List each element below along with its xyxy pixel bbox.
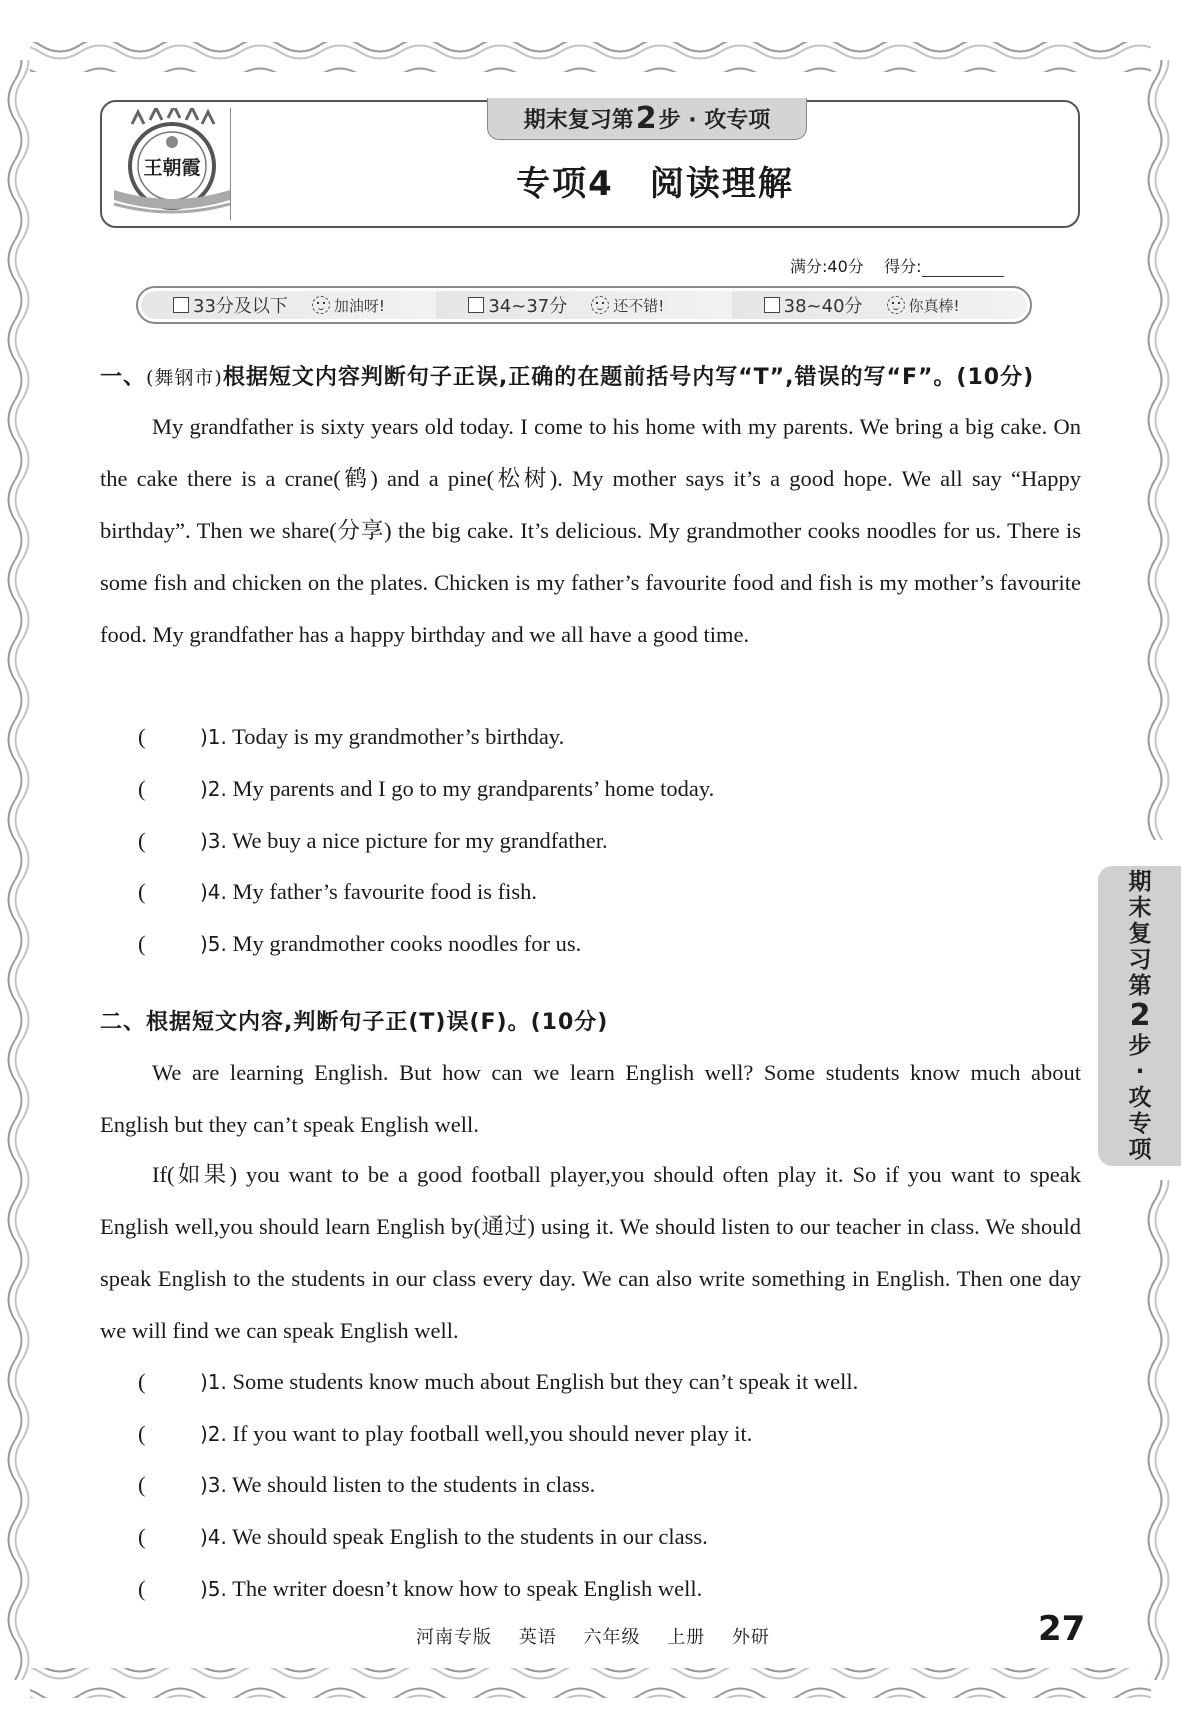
step-prefix: 期末复习第 xyxy=(523,108,634,133)
footer-grade: 六年级 xyxy=(583,1627,641,1648)
smiley-icon xyxy=(312,296,330,314)
question-item xyxy=(138,774,714,804)
question-text: My grandmother cooks noodles for us. xyxy=(232,931,582,956)
question-text: My parents and I go to my grandparents’ home today. xyxy=(232,776,715,801)
question-number: )5. xyxy=(200,932,227,956)
rating-bar xyxy=(136,286,1032,324)
step-suffix: 步 · 攻专项 xyxy=(658,108,771,133)
footer-subject: 英语 xyxy=(518,1627,557,1648)
question-number: )1. xyxy=(200,1370,227,1394)
question-text: Some students know much about English but they can’t speak it well. xyxy=(232,1369,859,1394)
question-text: My father’s favourite food is fish. xyxy=(232,879,538,904)
side-tab-char: 习 xyxy=(1128,947,1152,973)
rating-cheer: 还不错! xyxy=(613,296,665,315)
brand-logo xyxy=(112,108,230,220)
header-box xyxy=(100,100,1080,228)
answer-blank[interactable]: ( xyxy=(138,776,146,801)
side-tab-char: 项 xyxy=(1128,1137,1152,1163)
question-number: )3. xyxy=(200,1473,227,1497)
question-number: )2. xyxy=(200,777,227,801)
section2-heading: 二、根据短文内容,判断句子正(T)误(F)。(10分) xyxy=(100,1010,609,1035)
footer-publisher: 外研 xyxy=(731,1627,770,1648)
side-tab-char: 复 xyxy=(1128,921,1152,947)
footer xyxy=(416,1623,790,1649)
got-score-label: 得分: xyxy=(884,257,922,276)
answer-blank[interactable]: ( xyxy=(138,828,146,853)
section1-source: (舞钢市) xyxy=(146,367,223,389)
answer-blank[interactable]: ( xyxy=(138,1421,146,1446)
rating-option xyxy=(732,291,1027,319)
rating-checkbox[interactable] xyxy=(764,297,780,313)
section2-passage-2: If(如果) you want to be a good football player,you should often play it. So if you want to speak English well,you should learn English by(通过) using it. We should listen to our teacher in class. We should speak English to the students in our class every day. We can also write something in English. Then one day we will find we can speak English well. xyxy=(100,1162,1081,1343)
side-tab-char: 第 xyxy=(1128,973,1152,999)
question-item xyxy=(138,929,581,959)
rating-checkbox[interactable] xyxy=(468,297,484,313)
footer-volume: 上册 xyxy=(667,1627,706,1648)
side-tab-char: 步 xyxy=(1128,1033,1152,1059)
question-number: )2. xyxy=(200,1422,227,1446)
question-text: The writer doesn’t know how to speak English well. xyxy=(232,1576,703,1601)
rating-checkbox[interactable] xyxy=(173,297,189,313)
side-step-tab xyxy=(1098,866,1181,1166)
rating-option xyxy=(436,291,731,319)
smiley-icon xyxy=(887,296,905,314)
page-number: 27 xyxy=(1038,1609,1086,1649)
rating-option xyxy=(141,291,436,319)
question-text: We should listen to the students in class. xyxy=(232,1472,596,1497)
answer-blank[interactable]: ( xyxy=(138,1472,146,1497)
side-tab-number: 2 xyxy=(1129,998,1151,1033)
rating-cheer: 加油呀! xyxy=(333,296,385,315)
question-item xyxy=(138,722,564,752)
side-tab-char: · xyxy=(1135,1059,1145,1085)
logo-divider xyxy=(230,108,231,220)
question-text: If you want to play football well,you should never play it. xyxy=(232,1421,753,1446)
footer-edition: 河南专版 xyxy=(416,1627,492,1648)
svg-text:王朝霞: 王朝霞 xyxy=(143,157,201,179)
rating-range: 34~37分 xyxy=(488,296,568,317)
side-tab-char: 攻 xyxy=(1128,1085,1152,1111)
score-blank[interactable] xyxy=(922,263,1004,277)
section2-passage-1: We are learning English. But how can we learn English well? Some students know much about English but they can’t speak English well. xyxy=(100,1060,1081,1137)
question-number: )3. xyxy=(200,829,227,853)
section1-passage: My grandfather is sixty years old today. I come to his home with my parents. We bring a big cake. On the cake there is a crane(鹤) and a pine(松树). My mother says it’s a good hope. We all say “Happy birthday”. Then we share(分享) the big cake. It’s delicious. My grandmother cooks noodles for us. There is some fish and chicken on the plates. Chicken is my father’s favourite food and fish is my mother’s favourite food. My grandfather has a happy birthday and we all have a good time. xyxy=(100,414,1081,647)
question-text: Today is my grandmother’s birthday. xyxy=(232,724,565,749)
answer-blank[interactable]: ( xyxy=(138,931,146,956)
question-number: )1. xyxy=(200,725,227,749)
question-item xyxy=(138,1470,595,1500)
answer-blank[interactable]: ( xyxy=(138,1524,146,1549)
full-score-label: 满分:40分 xyxy=(790,257,864,276)
answer-blank[interactable]: ( xyxy=(138,1576,146,1601)
question-item xyxy=(138,877,537,907)
answer-blank[interactable]: ( xyxy=(138,879,146,904)
section1-heading xyxy=(100,360,1034,391)
rating-range: 38~40分 xyxy=(783,296,863,317)
question-item xyxy=(138,1522,708,1552)
side-tab-char: 末 xyxy=(1128,895,1152,921)
section1-instruction: 根据短文内容判断句子正误,正确的在题前括号内写“T”,错误的写“F”。(10分) xyxy=(222,365,1035,390)
question-number: )4. xyxy=(200,1525,227,1549)
score-line xyxy=(790,254,1004,277)
question-item xyxy=(138,1574,702,1604)
question-text: We should speak English to the students in our class. xyxy=(232,1524,708,1549)
rating-range: 33分及以下 xyxy=(193,296,288,317)
question-item xyxy=(138,826,608,856)
question-number: )5. xyxy=(200,1577,227,1601)
smiley-icon xyxy=(591,296,609,314)
side-tab-char: 期 xyxy=(1128,869,1152,895)
section1-prefix: 一、 xyxy=(100,365,147,390)
question-text: We buy a nice picture for my grandfather. xyxy=(232,828,608,853)
step-number: 2 xyxy=(635,101,657,136)
answer-blank[interactable]: ( xyxy=(138,724,146,749)
side-tab-char: 专 xyxy=(1128,1111,1152,1137)
question-item xyxy=(138,1367,858,1397)
question-number: )4. xyxy=(200,880,227,904)
question-item xyxy=(138,1419,752,1449)
answer-blank[interactable]: ( xyxy=(138,1369,146,1394)
page-title: 专项4 阅读理解 xyxy=(516,164,794,204)
rating-cheer: 你真棒! xyxy=(908,296,960,315)
step-banner xyxy=(487,98,807,140)
